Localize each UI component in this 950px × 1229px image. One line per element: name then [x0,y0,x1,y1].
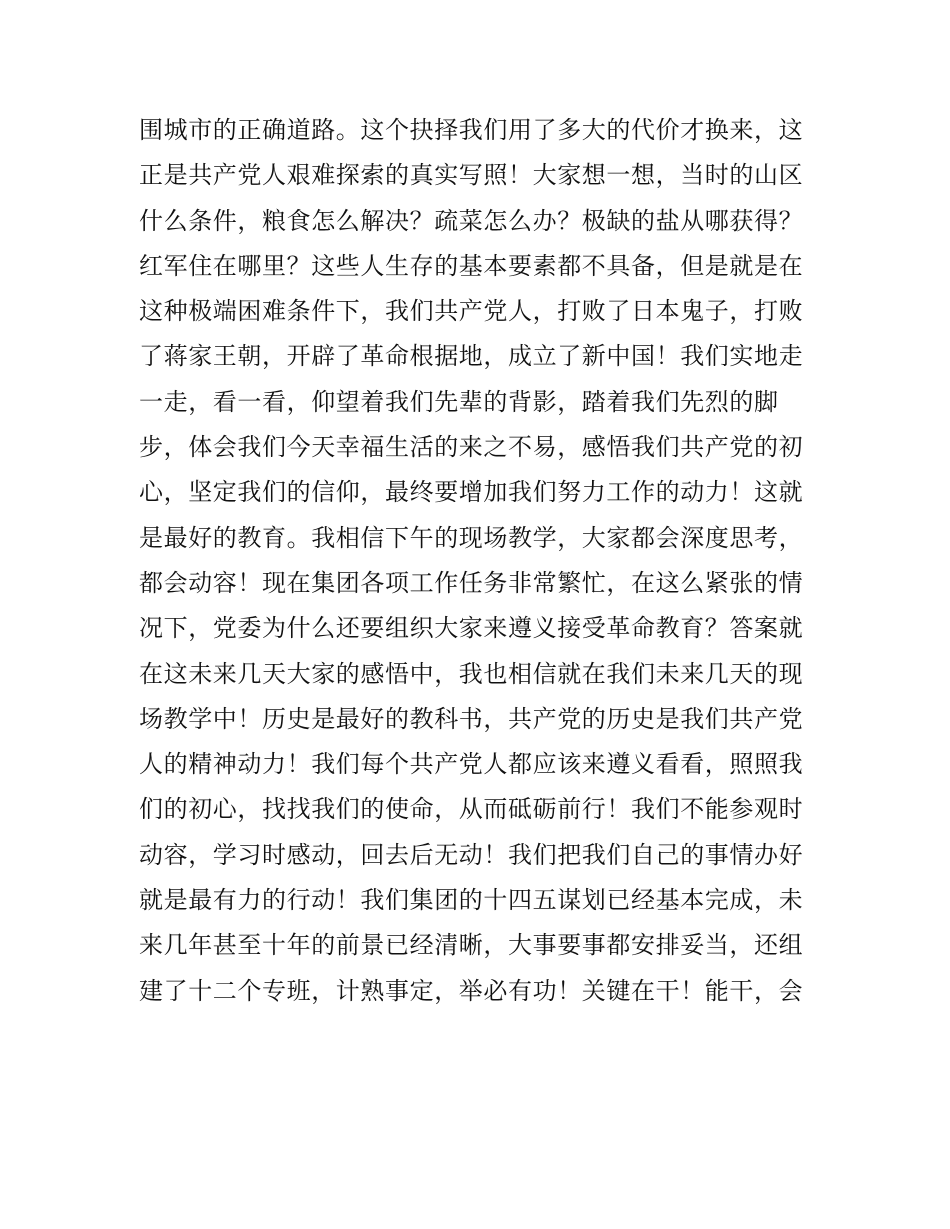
body-text [139,108,819,1014]
text-line: 况下，党委为什么还要组织大家来遵义接受革命教育？答案就 [139,614,804,643]
text-line: 这种极端困难条件下，我们共产党人，打败了日本鬼子，打败 [139,297,804,326]
text-line: 红军住在哪里？这些人生存的基本要素都不具备，但是就是在 [139,251,804,280]
text-line: 动容，学习时感动，回去后无动！我们把我们自己的事情办好 [139,840,804,869]
text-line: 都会动容！现在集团各项工作任务非常繁忙，在这么紧张的情 [139,568,804,597]
text-line: 们的初心，找找我们的使命，从而砥砺前行！我们不能参观时 [139,795,804,824]
text-line: 就是最有力的行动！我们集团的十四五谋划已经基本完成，未 [139,886,804,915]
text-line: 是最好的教育。我相信下午的现场教学，大家都会深度思考， [139,523,804,552]
text-line: 心，坚定我们的信仰，最终要增加我们努力工作的动力！这就 [139,478,804,507]
text-line: 步，体会我们今天幸福生活的来之不易，感悟我们共产党的初 [139,433,804,462]
text-line: 什么条件，粮食怎么解决？疏菜怎么办？极缺的盐从哪获得？ [139,206,804,235]
text-line: 人的精神动力！我们每个共产党人都应该来遵义看看，照照我 [139,750,804,779]
text-line: 一走，看一看，仰望着我们先辈的背影，踏着我们先烈的脚 [139,387,779,416]
text-line: 场教学中！历史是最好的教科书，共产党的历史是我们共产党 [139,704,804,733]
text-line: 围城市的正确道路。这个抉择我们用了多大的代价才换来，这 [139,116,804,144]
text-line: 建了十二个专班，计熟事定，举必有功！关键在干！能干，会 [139,976,804,1005]
text-line: 正是共产党人艰难探索的真实写照！大家想一想，当时的山区 [139,161,804,190]
text-line: 来几年甚至十年的前景已经清晰，大事要事都安排妥当，还组 [139,931,804,960]
text-line: 了蒋家王朝，开辟了革命根据地，成立了新中国！我们实地走 [139,342,804,371]
text-line: 在这未来几天大家的感悟中，我也相信就在我们未来几天的现 [139,659,804,688]
